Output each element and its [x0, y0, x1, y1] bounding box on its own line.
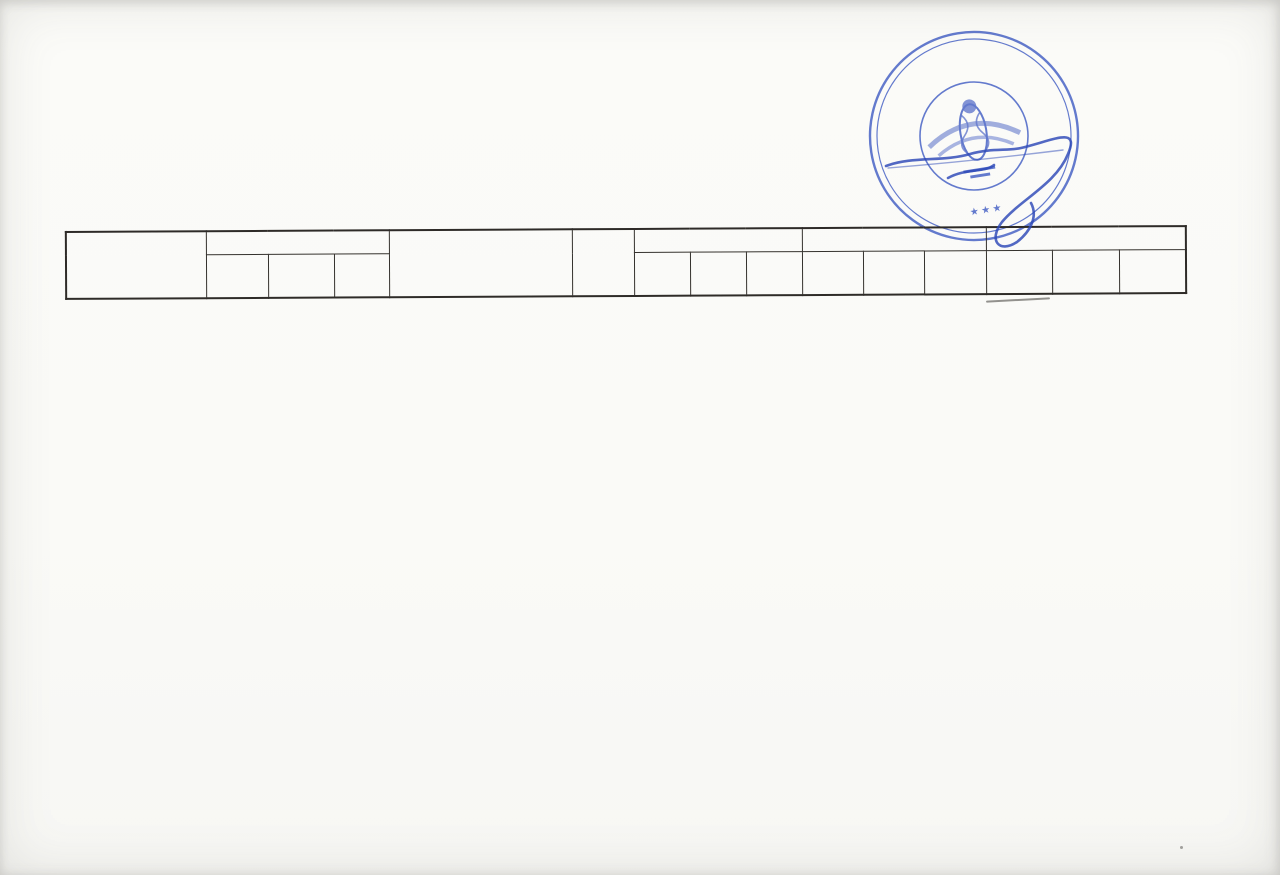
age-group-header: [746, 252, 802, 296]
header-yield-group: [206, 230, 389, 254]
age-group-header: [268, 254, 334, 298]
approval-block: [916, 61, 1196, 93]
pen-scan-artifact: [986, 297, 1050, 302]
header-dish: [66, 231, 206, 299]
age-group-header: [690, 252, 746, 296]
header-price: [572, 229, 634, 296]
scan-speck: [1180, 846, 1183, 849]
age-group-header: [206, 254, 268, 298]
signature: [858, 104, 1148, 279]
header-brutto-group: [634, 228, 802, 252]
age-group-header: [334, 254, 389, 298]
age-group-header: [634, 252, 690, 296]
stamp-stars: ★ ★ ★: [969, 202, 1003, 219]
age-group-header: [802, 251, 863, 295]
header-ingredients: [389, 229, 572, 297]
